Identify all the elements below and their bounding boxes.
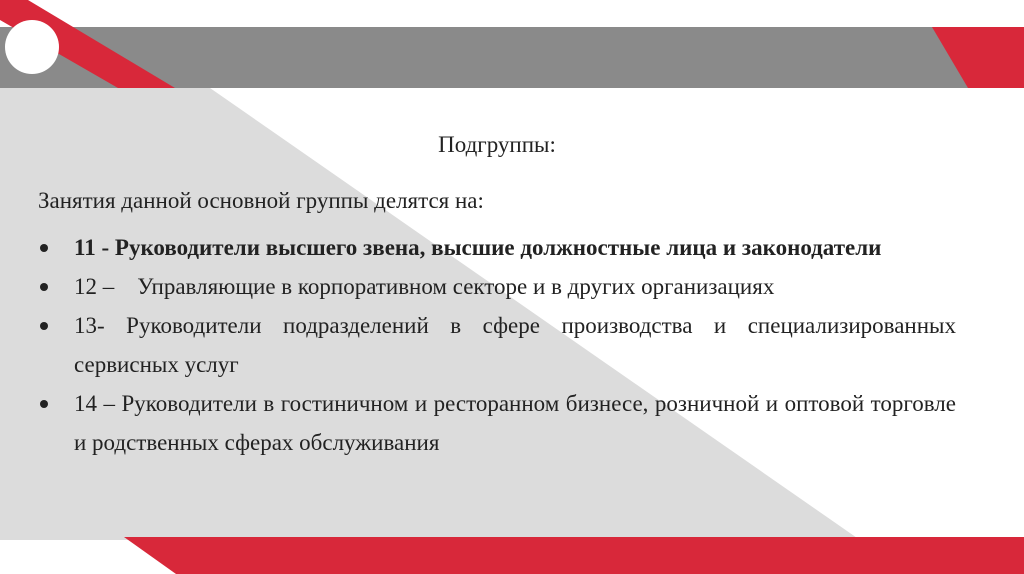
subgroup-list — [38, 228, 956, 462]
list-item-text: 11 - Руководители высшего звена, высшие должностные лица и законодатели — [74, 235, 882, 260]
list-item — [38, 267, 956, 306]
bullet-icon — [40, 283, 48, 291]
bottom-red-band — [124, 537, 1024, 574]
intro-text: Занятия данной основной группы делятся на: — [38, 188, 484, 213]
slide-content — [38, 128, 956, 462]
list-item-text: 14 – Руководители в гостиничном и ресторанном бизнесе, розничной и оптовой торговле и родственных сферах обслуживания — [74, 391, 956, 455]
slide-heading: Подгруппы: — [438, 132, 556, 157]
list-item — [38, 306, 956, 384]
list-item-text: 12 – Управляющие в корпоративном секторе и в других организациях — [74, 274, 775, 299]
list-item-text: 13- Руководители подразделений в сфере производства и специализированных сервисных услуг — [74, 313, 956, 377]
list-item — [38, 384, 956, 462]
circle-decoration — [5, 20, 59, 74]
bullet-icon — [40, 322, 48, 330]
bullet-icon — [40, 400, 48, 408]
bullet-icon — [40, 244, 48, 252]
list-item — [38, 228, 956, 267]
